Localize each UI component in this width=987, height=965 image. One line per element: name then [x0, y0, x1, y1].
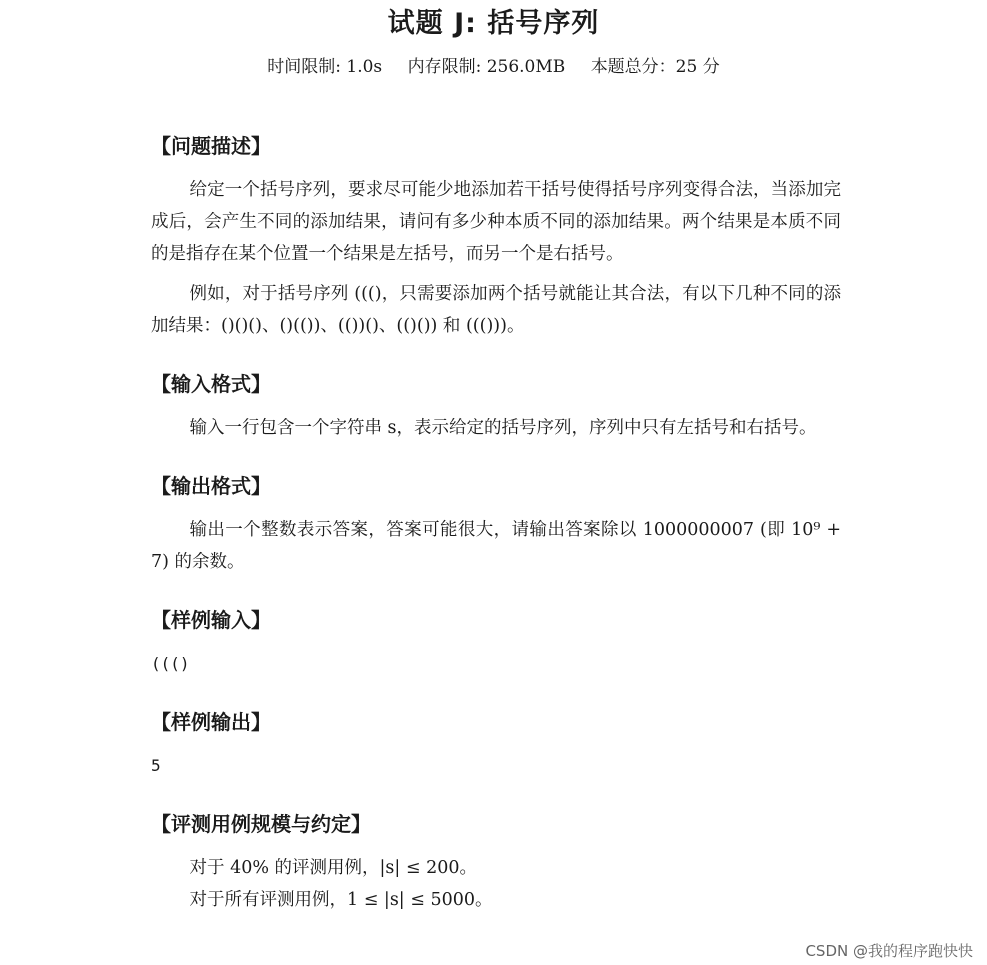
sample-input-heading: 【样例输入】	[151, 608, 271, 632]
constraints-line-2: 对于所有评测用例，1 ≤ |s| ≤ 5000。	[189, 890, 493, 910]
input-format-heading: 【输入格式】	[151, 372, 271, 396]
description-heading: 【问题描述】	[151, 134, 271, 158]
constraints-line-1: 对于 40% 的评测用例，|s| ≤ 200。	[189, 858, 477, 878]
description-paragraph-1: 给定一个括号序列，要求尽可能少地添加若干括号使得括号序列变得合法，当添加完成后，会产生不同的添加结果，请问有多少种本质不同的添加结果。两个结果是本质不同的是指存在某个位置一个结果是左括号，而另一个是右括号。	[151, 180, 841, 264]
time-limit: 时间限制: 1.0s	[267, 57, 383, 77]
total-score: 本题总分：25 分	[590, 57, 720, 77]
problem-title: 试题 J: 括号序列	[387, 8, 600, 39]
problem-body	[151, 126, 841, 916]
output-format-heading: 【输出格式】	[151, 474, 271, 498]
problem-meta	[0, 54, 987, 80]
input-format-paragraph: 输入一行包含一个字符串 s，表示给定的括号序列，序列中只有左括号和右括号。	[189, 418, 817, 438]
sample-output-value: 5	[151, 756, 161, 775]
constraints-heading: 【评测用例规模与约定】	[151, 812, 371, 836]
description-paragraph-2: 例如，对于括号序列 ((()，只需要添加两个括号就能让其合法，有以下几种不同的添加结果：()()()、()(())、(())()、(()()) 和 ((()))。	[151, 284, 841, 336]
csdn-watermark: CSDN @我的程序跑快快	[805, 942, 973, 960]
output-format-paragraph: 输出一个整数表示答案，答案可能很大，请输出答案除以 1000000007 (即 10⁹ + 7) 的余数。	[151, 520, 841, 572]
sample-input-value: ((()	[151, 654, 190, 673]
sample-output-heading: 【样例输出】	[151, 710, 271, 734]
memory-limit: 内存限制: 256.0MB	[407, 57, 566, 77]
